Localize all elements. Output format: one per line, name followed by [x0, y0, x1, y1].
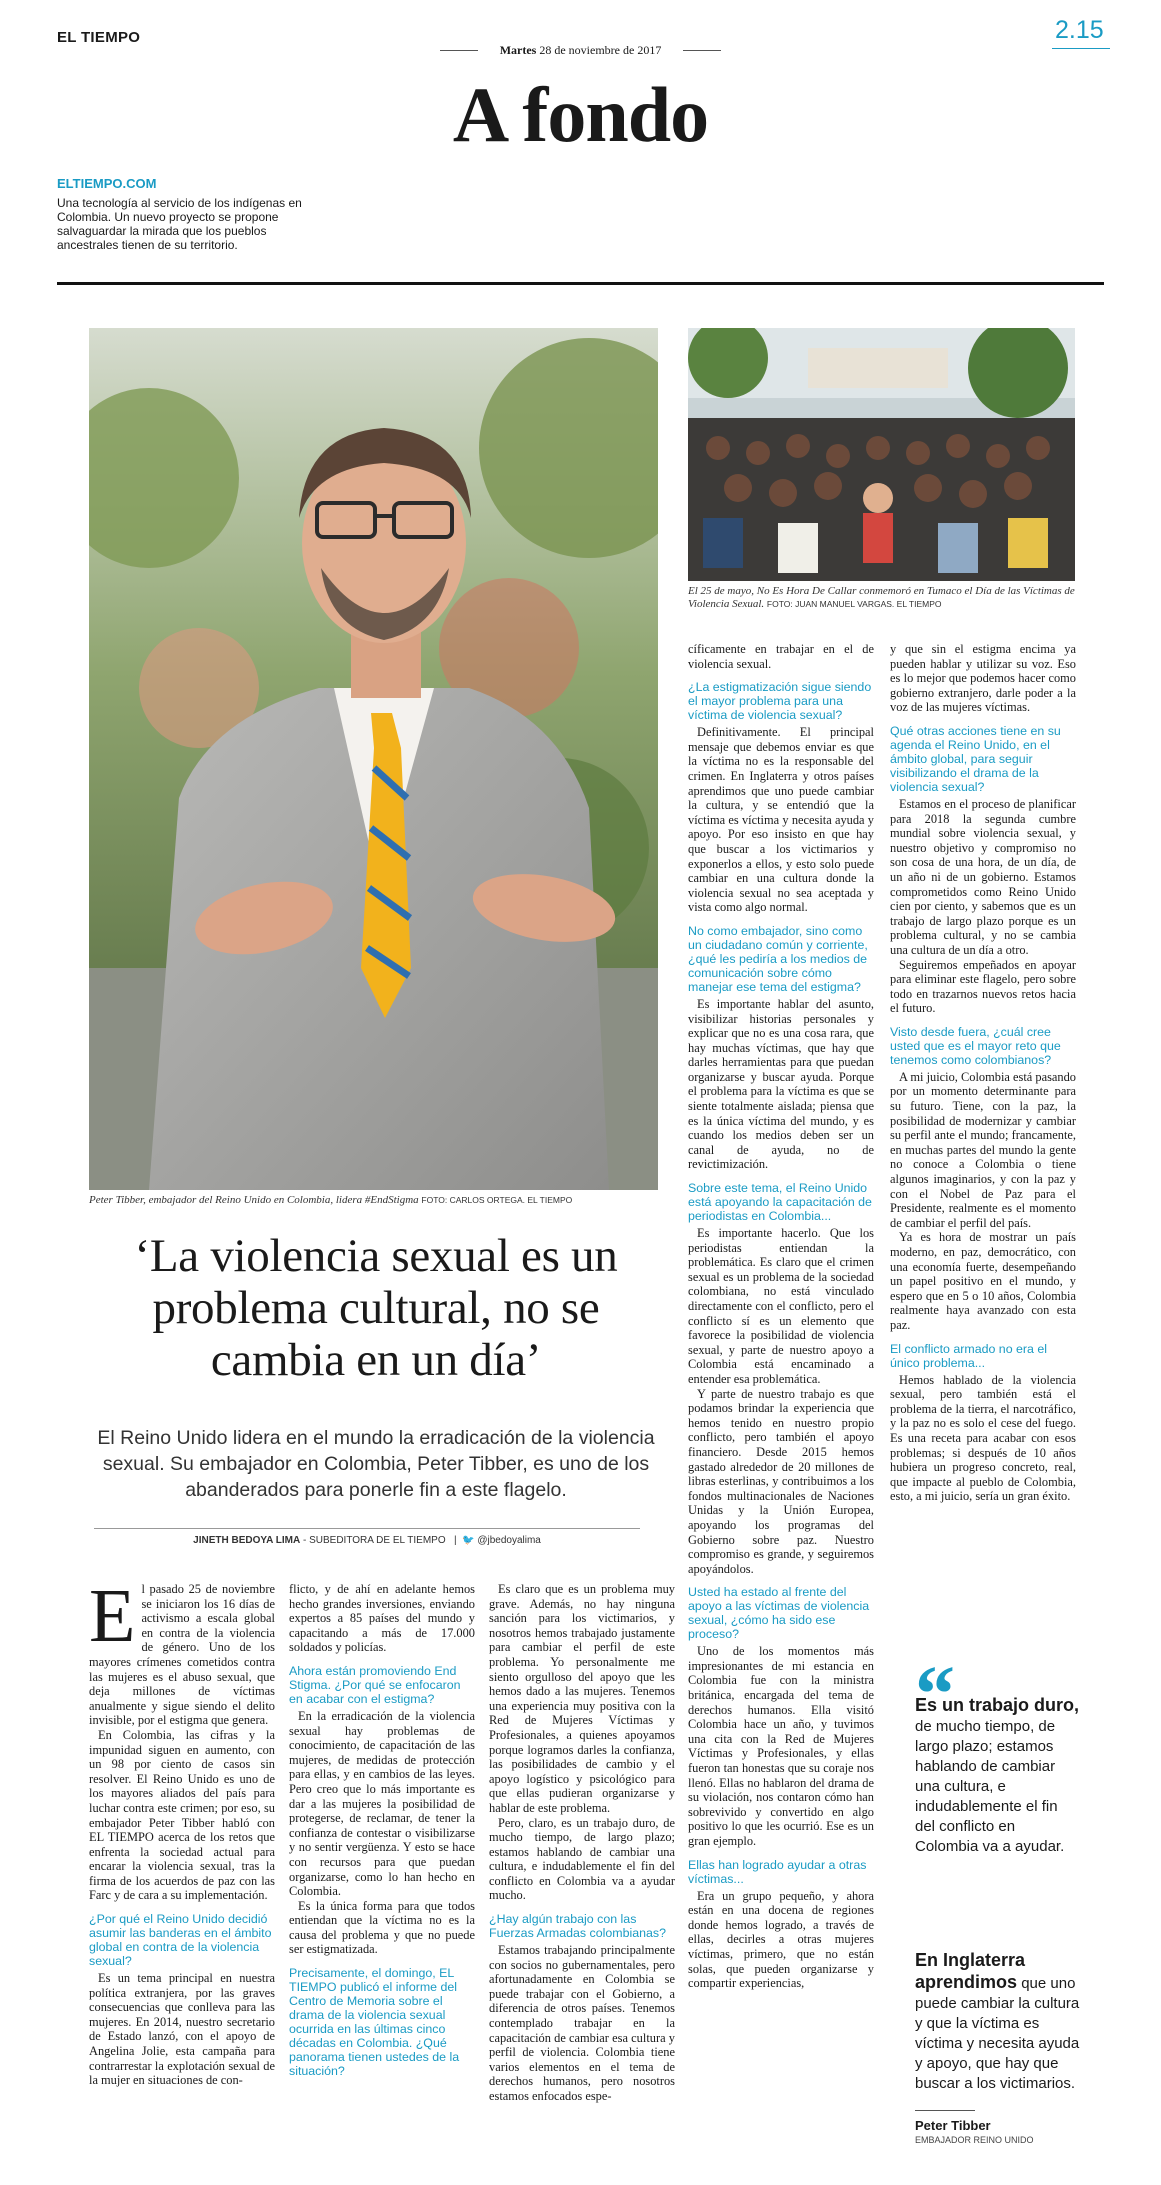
crowd-caption-text: El 25 de mayo, No Es Hora De Callar conmemoró en Tumaco el Día de las Víctimas de Violencia Sexual. — [688, 585, 1075, 610]
byline: JINETH BEDOYA LIMA - SUBEDITORA DE EL TIEMPO | 🐦 @jbedoyalima — [193, 1535, 541, 1546]
section-title: A fondo — [452, 71, 709, 158]
interview-question: ¿Hay algún trabajo con las Fuerzas Armadas colombianas? — [489, 1912, 666, 1941]
pull-quote-1-text: de mucho tiempo, de largo plazo; estamos hablando de cambiar una cultura, e indudablemente el fin del conflicto en Colombia va a ayudar. — [915, 1718, 1065, 1855]
paragraph: Era un grupo pequeño, y ahora están en una docena de regiones donde hemos logrado, a través de ellas, decirles a otras mujeres víctimas, primero, que no están solas, que pueden organizarse y compartir experiencias, — [688, 1888, 874, 1991]
interview-question: El conflicto armado no era el único problema... — [890, 1341, 1048, 1370]
paragraph: Es la única forma para que todos entiendan que la víctima no es la causa del problema y que no puede ser estigmatizada. — [289, 1898, 475, 1957]
interview-question: Ahora están promoviendo End Stigma. ¿Por qué se enfocaron en acabar con el estigma? — [289, 1663, 461, 1706]
article-column-2 — [289, 1582, 475, 2081]
author-name: JINETH BEDOYA LIMA — [193, 1535, 301, 1546]
date-rest: 28 de noviembre de 2017 — [539, 43, 662, 57]
paragraph: En Colombia, las cifras y la impunidad siguen en aumento, con un 98 por ciento de casos sin resolver. El Reino Unido es uno de los mayores aliados del país para luchar contra este crimen; por eso, su embajador Peter Tibber habló con EL TIEMPO acerca de los retos que enfrenta la sociedad actual para encarar la violencia sexual, tras la firma de los acuerdos de paz con las Farc y de cara a su implementación. — [89, 1727, 275, 1903]
pull-quote-1-lead: Es un trabajo duro, — [915, 1695, 1080, 1715]
interview-question: Sobre este tema, el Reino Unido está apoyando la capacitación de periodistas en Colombia... — [688, 1181, 872, 1224]
author-twitter[interactable]: @jbedoyalima — [477, 1535, 541, 1546]
pull-quote-2-text: que uno puede cambiar la cultura y que la víctima es víctima y necesita ayuda y apoyo, que hay que buscar a los victimarios. — [915, 1975, 1080, 2092]
paragraph: cíficamente en trabajar en el de violencia sexual. — [688, 642, 874, 671]
date-day: Martes — [499, 43, 537, 57]
paragraph: En la erradicación de la violencia sexual hay problemas de conocimiento, de capacitación de las mujeres, de medidas de protección para ellas, y en cambios de las leyes. Pero creo que lo más importante es dar a las mujeres la posibilidad de protegerse, de reclamar, de tener la confianza de contestar o visibilizarse y no sentir vergüenza. Y esto se hace con recursos para que puedan organizarse, como lo han hecho en Colombia. — [289, 1708, 475, 1899]
article-column-5 — [890, 642, 1076, 1504]
interview-question: Ellas han logrado ayudar a otras víctimas... — [688, 1857, 867, 1886]
pull-quote-1 — [915, 1695, 1080, 1857]
main-caption-text: Peter Tibber, embajador del Reino Unido en Colombia, lidera #EndStigma — [89, 1194, 419, 1206]
promo-text: Una tecnología al servicio de los indígenas en Colombia. Un nuevo proyecto se propone salvaguardar la mirada que los pueblos ancestrales tienen de su territorio. — [57, 196, 302, 252]
crowd-photo-caption — [688, 585, 1078, 611]
paragraph: Y parte de nuestro trabajo es que podamos brindar la experiencia que hemos tenido en nuestro propio conflicto, pero también el apoyo financiero. Desde 2015 hemos gastado alrededor de 20 millones de libras esterlinas, y contribuimos a los fondos multinacionales de Naciones Unidas y la Unión Europea, apoyando los programas del Gobierno sobre paz. Nuestro compromiso es grande, y seguiremos apoyándolos. — [688, 1386, 874, 1576]
interview-question: No como embajador, sino como un ciudadano común y corriente, ¿qué les pediría a los medios de comunicación sobre cómo manejar ese tema del estigma? — [688, 923, 868, 994]
pull-quote-speaker-role: EMBAJADOR REINO UNIDO — [915, 2135, 1034, 2145]
paragraph: Hemos hablado de la violencia sexual, pero también está el problema de la tierra, el narcotráfico, y la paz no es solo el cese del fuego. Es una receta para acabar con esos problemas; si después de 10 años hubiera un progreso concreto, real, que impacte al pueblo de Colombia, esto, a mi juicio, sería un gran éxito. — [890, 1372, 1076, 1504]
interview-question: Usted ha estado al frente del apoyo a las víctimas de violencia sexual, ¿cómo ha sido ese proceso? — [688, 1585, 870, 1642]
newspaper-logo: EL TIEMPO — [57, 29, 141, 46]
main-photo-caption — [89, 1194, 689, 1206]
paragraph: Es importante hacerlo. Que los periodistas entiendan la problemática. Es claro que el crimen sexual es un problema de la sociedad colombiana, no está vinculado directamente con el conflicto, pero el conflicto sí es un elemento que favorece la posibilidad de violencia sexual, y parte de nuestro apoyo a Colombia está encaminado a entender esa problemática. — [688, 1226, 874, 1386]
pull-quote-2 — [915, 1950, 1080, 2094]
paragraph: l pasado 25 de noviembre se iniciaron los 16 días de activismo a escala global en contra de la violencia de género. Uno de los mayores crímenes cometidos contra las mujeres es el abuso sexual, que deja millones de víctimas anualmente y sigue siendo el delito invisible, por el estigma que genera. — [89, 1582, 275, 1728]
paragraph: Uno de los momentos más impresionantes de mi estancia en Colombia fue con la ministra británica, encargada del tema de derechos humanos. Ella visitó Colombia hace un año, y tuvimos una cita con la Red de Mujeres Víctimas y Profesionales, y ellas fueron tan honestas que su coraje nos llenó. Ellas no hablaron del drama de su violación, nos contaron cómo han sobrevivido y convertido en algo positivo lo que les ocurrió. Ese es un gran ejemplo. — [688, 1644, 874, 1848]
interview-question: Qué otras acciones tiene en su agenda el Reino Unido, en el ámbito global, para seguir visibilizando el drama de la violencia sexual? — [890, 723, 1061, 794]
paragraph: Estamos trabajando principalmente con socios no gubernamentales, pero afortunadamente en Colombia se puede trabajar con el Gobierno, a diferencia de otros países. Tenemos contemplado trabajar en la capacitación de cambiar esa cultura y perfil de violencia. Colombia tiene varios elementos en el tema de derechos humanos, pero nosotros estamos enfocados espe- — [489, 1943, 675, 2103]
promo-link[interactable]: ELTIEMPO.COM — [57, 176, 157, 191]
page-number: 2.15 — [1055, 16, 1104, 44]
paragraph: Seguiremos empeñados en apoyar para eliminar este flagelo, pero sobre todo en trazarnos nuevos retos hacia el futuro. — [890, 957, 1076, 1016]
paragraph: Es importante hablar del asunto, visibilizar historias personales y explicar que no es una cosa rara, que hay muchas víctimas, que hay que darles herramientas para que puedan organizarse y buscar ayuda. Porque el problema para la víctima es que se siente totalmente aislada; piensa que es la única víctima del mundo, y es cuando los medios deben ser un canal de ayuda, no de revictimización. — [688, 996, 874, 1172]
quote-mark-icon: “ — [915, 1651, 955, 1739]
paragraph: Pero, claro, es un trabajo duro, de mucho tiempo, de largo plazo; estamos hablando de cambiar una cultura, e indudablemente el fin del conflicto en Colombia va a ayudar mucho. — [489, 1815, 675, 1903]
crowd-photo — [688, 328, 1075, 581]
ambassador-photo — [89, 328, 658, 1190]
paragraph: A mi juicio, Colombia está pasando por un momento determinante para su futuro. Tiene, con la paz, la posibilidad de modernizar y cambiar su perfil ante el mundo; francamente, en muchas partes del mundo la gente no conoce a Colombia o tiene algunos imaginarios, y con la paz y con el Nobel de Paz para el Presidente, realmente es el momento de cambiar el perfil del país. — [890, 1069, 1076, 1230]
article-deck: El Reino Unido lidera en el mundo la erradicación de la violencia sexual. Su embajador en Colombia, Peter Tibber, es uno de los abanderados para ponerle fin a este flagelo. — [97, 1427, 655, 1501]
interview-question: Precisamente, el domingo, EL TIEMPO publicó el informe del Centro de Memoria sobre el drama de la violencia sexual ocurrida en las últimas cinco décadas en Colombia. ¿Qué panorama tienen ustedes de la situación? — [289, 1966, 460, 2079]
pull-quote-rule — [915, 2110, 975, 2111]
pull-quote-speaker: Peter Tibber — [915, 2118, 991, 2133]
main-photo-credit: FOTO: CARLOS ORTEGA. EL TIEMPO — [421, 1195, 573, 1205]
pull-quote-2-lead: En Inglaterra aprendimos — [915, 1950, 1026, 1992]
paragraph: Estamos en el proceso de planificar para 2018 la segunda cumbre mundial sobre violencia sexual, y nuestro objetivo y compromiso no son cosa de una hora, de un día, de un año ni de un gobierno. Estamos comprometidos como Reino Unido cien por ciento, y sabemos que es un trabajo de largo plazo porque es un problema cultural, y no se cambia una cultura de un día a otro. — [890, 796, 1076, 957]
twitter-icon: 🐦 — [462, 1535, 475, 1546]
crowd-photo-credit: FOTO: JUAN MANUEL VARGAS. EL TIEMPO — [766, 599, 942, 609]
article-column-4 — [688, 642, 874, 1991]
interview-question: ¿Por qué el Reino Unido decidió asumir las banderas en el ámbito global en contra de la violencia sexual? — [89, 1912, 272, 1969]
paragraph: y que sin el estigma encima ya pueden hablar y utilizar su voz. Eso es lo mejor que podemos hacer como gobierno extranjero, darle poder a la voz de las mujeres víctimas. — [890, 642, 1076, 715]
interview-question: Visto desde fuera, ¿cuál cree usted que es el mayor reto que tenemos como colombianos? — [890, 1024, 1061, 1067]
issue-date — [440, 43, 721, 58]
drop-cap: E — [89, 1574, 136, 1658]
page-number-rule — [1052, 48, 1110, 49]
paragraph: flicto, y de ahí en adelante hemos hecho grandes inversiones, enviando expertos a 85 países del mundo y capacitando a más de 17.000 soldados y policías. — [289, 1582, 475, 1655]
article-column-1 — [89, 1574, 275, 2088]
paragraph: Definitivamente. El principal mensaje que debemos enviar es que la víctima no es la responsable del crimen. En Inglaterra y otros países aprendimos que uno puede cambiar la cultura, y se entendió que la víctima es víctima y necesita ayuda y apoyo. Por eso insisto en que hay que buscar a los victimarios y exponerlos a ellos, y esto solo puede cambiar en una cultura donde la violencia sexual no sea aceptada y vista como algo normal. — [688, 725, 874, 915]
header-rule — [57, 282, 1104, 285]
article-headline: ‘La violencia sexual es un problema cultural, no se cambia en un día’ — [134, 1230, 618, 1386]
article-column-3 — [489, 1582, 675, 2104]
paragraph: Es un tema principal en nuestra política extranjera, por las graves consecuencias que conlleva para las mujeres. En 2014, nuestro secretario de Estado lanzó, con el apoyo de Angelina Jolie, esta campaña para contrarrestar la explotación sexual de la mujer en situaciones de con- — [89, 1971, 275, 2088]
author-role: - SUBEDITORA DE EL TIEMPO — [300, 1535, 446, 1546]
paragraph: Es claro que es un problema muy grave. Además, no hay ninguna sanción para los victimarios, y nosotros hemos trabajado justamente para cambiar el perfil de este problema. Yo personalmente me siento orgulloso del apoyo que les hemos dado a las mujeres. Tenemos una experiencia muy positiva con la Red de Mujeres Víctimas y Profesionales, a quienes apoyamos porque logramos darles la confianza, las posibilidades de cambio y el apoyo logístico y psicológico para que ellas pudieran organizarse y hablar de este problema. — [489, 1582, 675, 1815]
paragraph: Ya es hora de mostrar un país moderno, en paz, democrático, con una economía fuerte, desempeñando un papel positivo en el mundo, y espero que en 5 o 10 años, Colombia realmente haya avanzado con esta paz. — [890, 1230, 1076, 1332]
interview-question: ¿La estigmatización sigue siendo el mayor problema para una víctima de violencia sexual? — [688, 680, 872, 723]
byline-rule — [94, 1528, 640, 1529]
